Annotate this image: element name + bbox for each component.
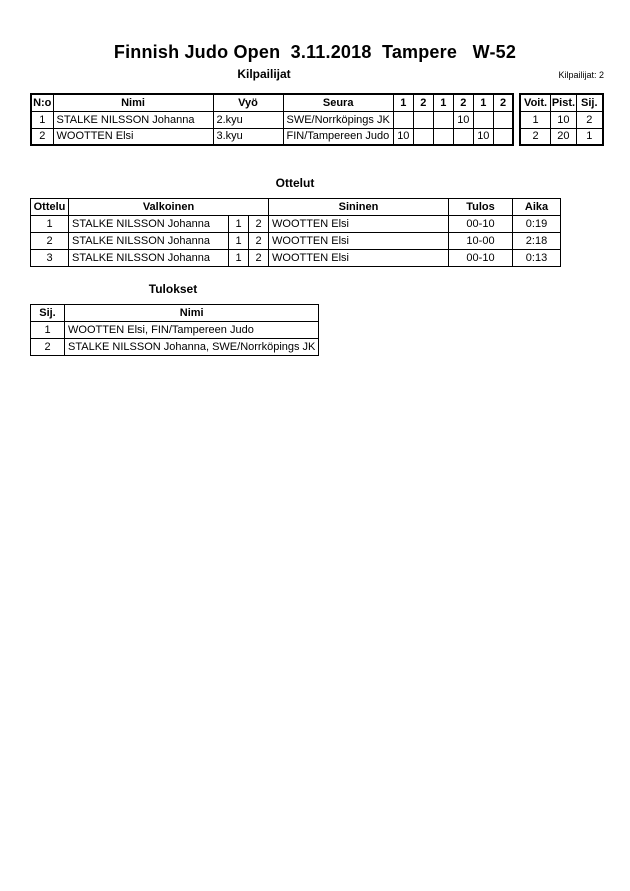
white-name-cell: STALKE NILSSON Johanna [69, 250, 229, 267]
header-cell-score-4: 2 [453, 94, 473, 111]
table-row [520, 111, 602, 128]
header-cell-score-5: 1 [473, 94, 493, 111]
standings-side-table [519, 93, 603, 146]
page-title: Finnish Judo Open 3.11.2018 Tampere W-52 [113, 42, 517, 62]
table-row [31, 339, 319, 356]
header-cell-score-2: 2 [413, 94, 433, 111]
belt-cell: 2.kyu [213, 111, 283, 128]
score-cell: 10 [473, 128, 493, 145]
header-cell-sininen: Sininen [269, 199, 449, 216]
standings-header [520, 94, 602, 111]
club-cell: SWE/Norrköpings JK [283, 111, 393, 128]
blue-number-cell: 2 [249, 216, 269, 233]
score-cell [433, 111, 453, 128]
competitors-section-title: Kilpailijat [237, 67, 291, 81]
white-number-cell: 1 [229, 233, 249, 250]
place-cell: 2 [31, 339, 65, 356]
header-cell-tulos: Tulos [449, 199, 513, 216]
wins-cell: 2 [520, 128, 550, 145]
score-cell [493, 111, 513, 128]
competitors-count: Kilpailijat: 2 [558, 70, 604, 80]
results-header [31, 305, 319, 322]
competitors-header [31, 94, 513, 111]
score-cell [413, 128, 433, 145]
match-number-cell: 1 [31, 216, 69, 233]
header-cell-sij: Sij. [31, 305, 65, 322]
matches-section-title: Ottelut [275, 176, 315, 190]
score-cell [393, 111, 413, 128]
table-row [31, 111, 513, 128]
belt-cell: 3.kyu [213, 128, 283, 145]
club-cell: FIN/Tampereen Judo [283, 128, 393, 145]
score-cell [493, 128, 513, 145]
score-cell: 10 [393, 128, 413, 145]
time-cell: 0:19 [513, 216, 561, 233]
score-cell [413, 111, 433, 128]
table-row [31, 233, 561, 250]
matches-table [30, 198, 561, 267]
white-name-cell: STALKE NILSSON Johanna [69, 216, 229, 233]
table-row [31, 216, 561, 233]
header-cell-score-3: 1 [433, 94, 453, 111]
result-cell: 00-10 [449, 216, 513, 233]
table-row [31, 128, 513, 145]
points-cell: 10 [550, 111, 576, 128]
competitors-tables [30, 93, 630, 146]
wins-cell: 1 [520, 111, 550, 128]
white-number-cell: 1 [229, 216, 249, 233]
header-cell-valkoinen: Valkoinen [69, 199, 269, 216]
place-cell: 1 [31, 322, 65, 339]
header-cell-pist: Pist. [550, 94, 576, 111]
results-table [30, 304, 319, 356]
header-cell-seura: Seura [283, 94, 393, 111]
score-cell [473, 111, 493, 128]
row-number-cell: 1 [31, 111, 53, 128]
match-number-cell: 3 [31, 250, 69, 267]
blue-name-cell: WOOTTEN Elsi [269, 216, 449, 233]
score-cell: 10 [453, 111, 473, 128]
time-cell: 0:13 [513, 250, 561, 267]
score-cell [433, 128, 453, 145]
score-cell [453, 128, 473, 145]
blue-name-cell: WOOTTEN Elsi [269, 250, 449, 267]
header-cell-ottelu: Ottelu [31, 199, 69, 216]
table-row [31, 322, 319, 339]
place-cell: 1 [577, 128, 603, 145]
result-name-cell: STALKE NILSSON Johanna, SWE/Norrköpings JK [65, 339, 319, 356]
competitors-table [30, 93, 514, 146]
header-cell-voit: Voit. [520, 94, 550, 111]
results-section-title: Tulokset [148, 282, 198, 296]
time-cell: 2:18 [513, 233, 561, 250]
row-number-cell: 2 [31, 128, 53, 145]
white-number-cell: 1 [229, 250, 249, 267]
table-row [31, 250, 561, 267]
match-number-cell: 2 [31, 233, 69, 250]
header-cell-aika: Aika [513, 199, 561, 216]
table-row [520, 128, 602, 145]
header-cell-score-1: 1 [393, 94, 413, 111]
result-name-cell: WOOTTEN Elsi, FIN/Tampereen Judo [65, 322, 319, 339]
blue-name-cell: WOOTTEN Elsi [269, 233, 449, 250]
header-cell-sij: Sij. [577, 94, 603, 111]
place-cell: 2 [577, 111, 603, 128]
name-cell: WOOTTEN Elsi [53, 128, 213, 145]
points-cell: 20 [550, 128, 576, 145]
matches-header [31, 199, 561, 216]
header-cell-score-6: 2 [493, 94, 513, 111]
header-cell-nimi: Nimi [53, 94, 213, 111]
result-cell: 10-00 [449, 233, 513, 250]
blue-number-cell: 2 [249, 233, 269, 250]
white-name-cell: STALKE NILSSON Johanna [69, 233, 229, 250]
header-cell-no: N:o [31, 94, 53, 111]
competitors-header-row [0, 67, 630, 83]
blue-number-cell: 2 [249, 250, 269, 267]
header-cell-nimi: Nimi [65, 305, 319, 322]
header-cell-vyo: Vyö [213, 94, 283, 111]
name-cell: STALKE NILSSON Johanna [53, 111, 213, 128]
result-cell: 00-10 [449, 250, 513, 267]
